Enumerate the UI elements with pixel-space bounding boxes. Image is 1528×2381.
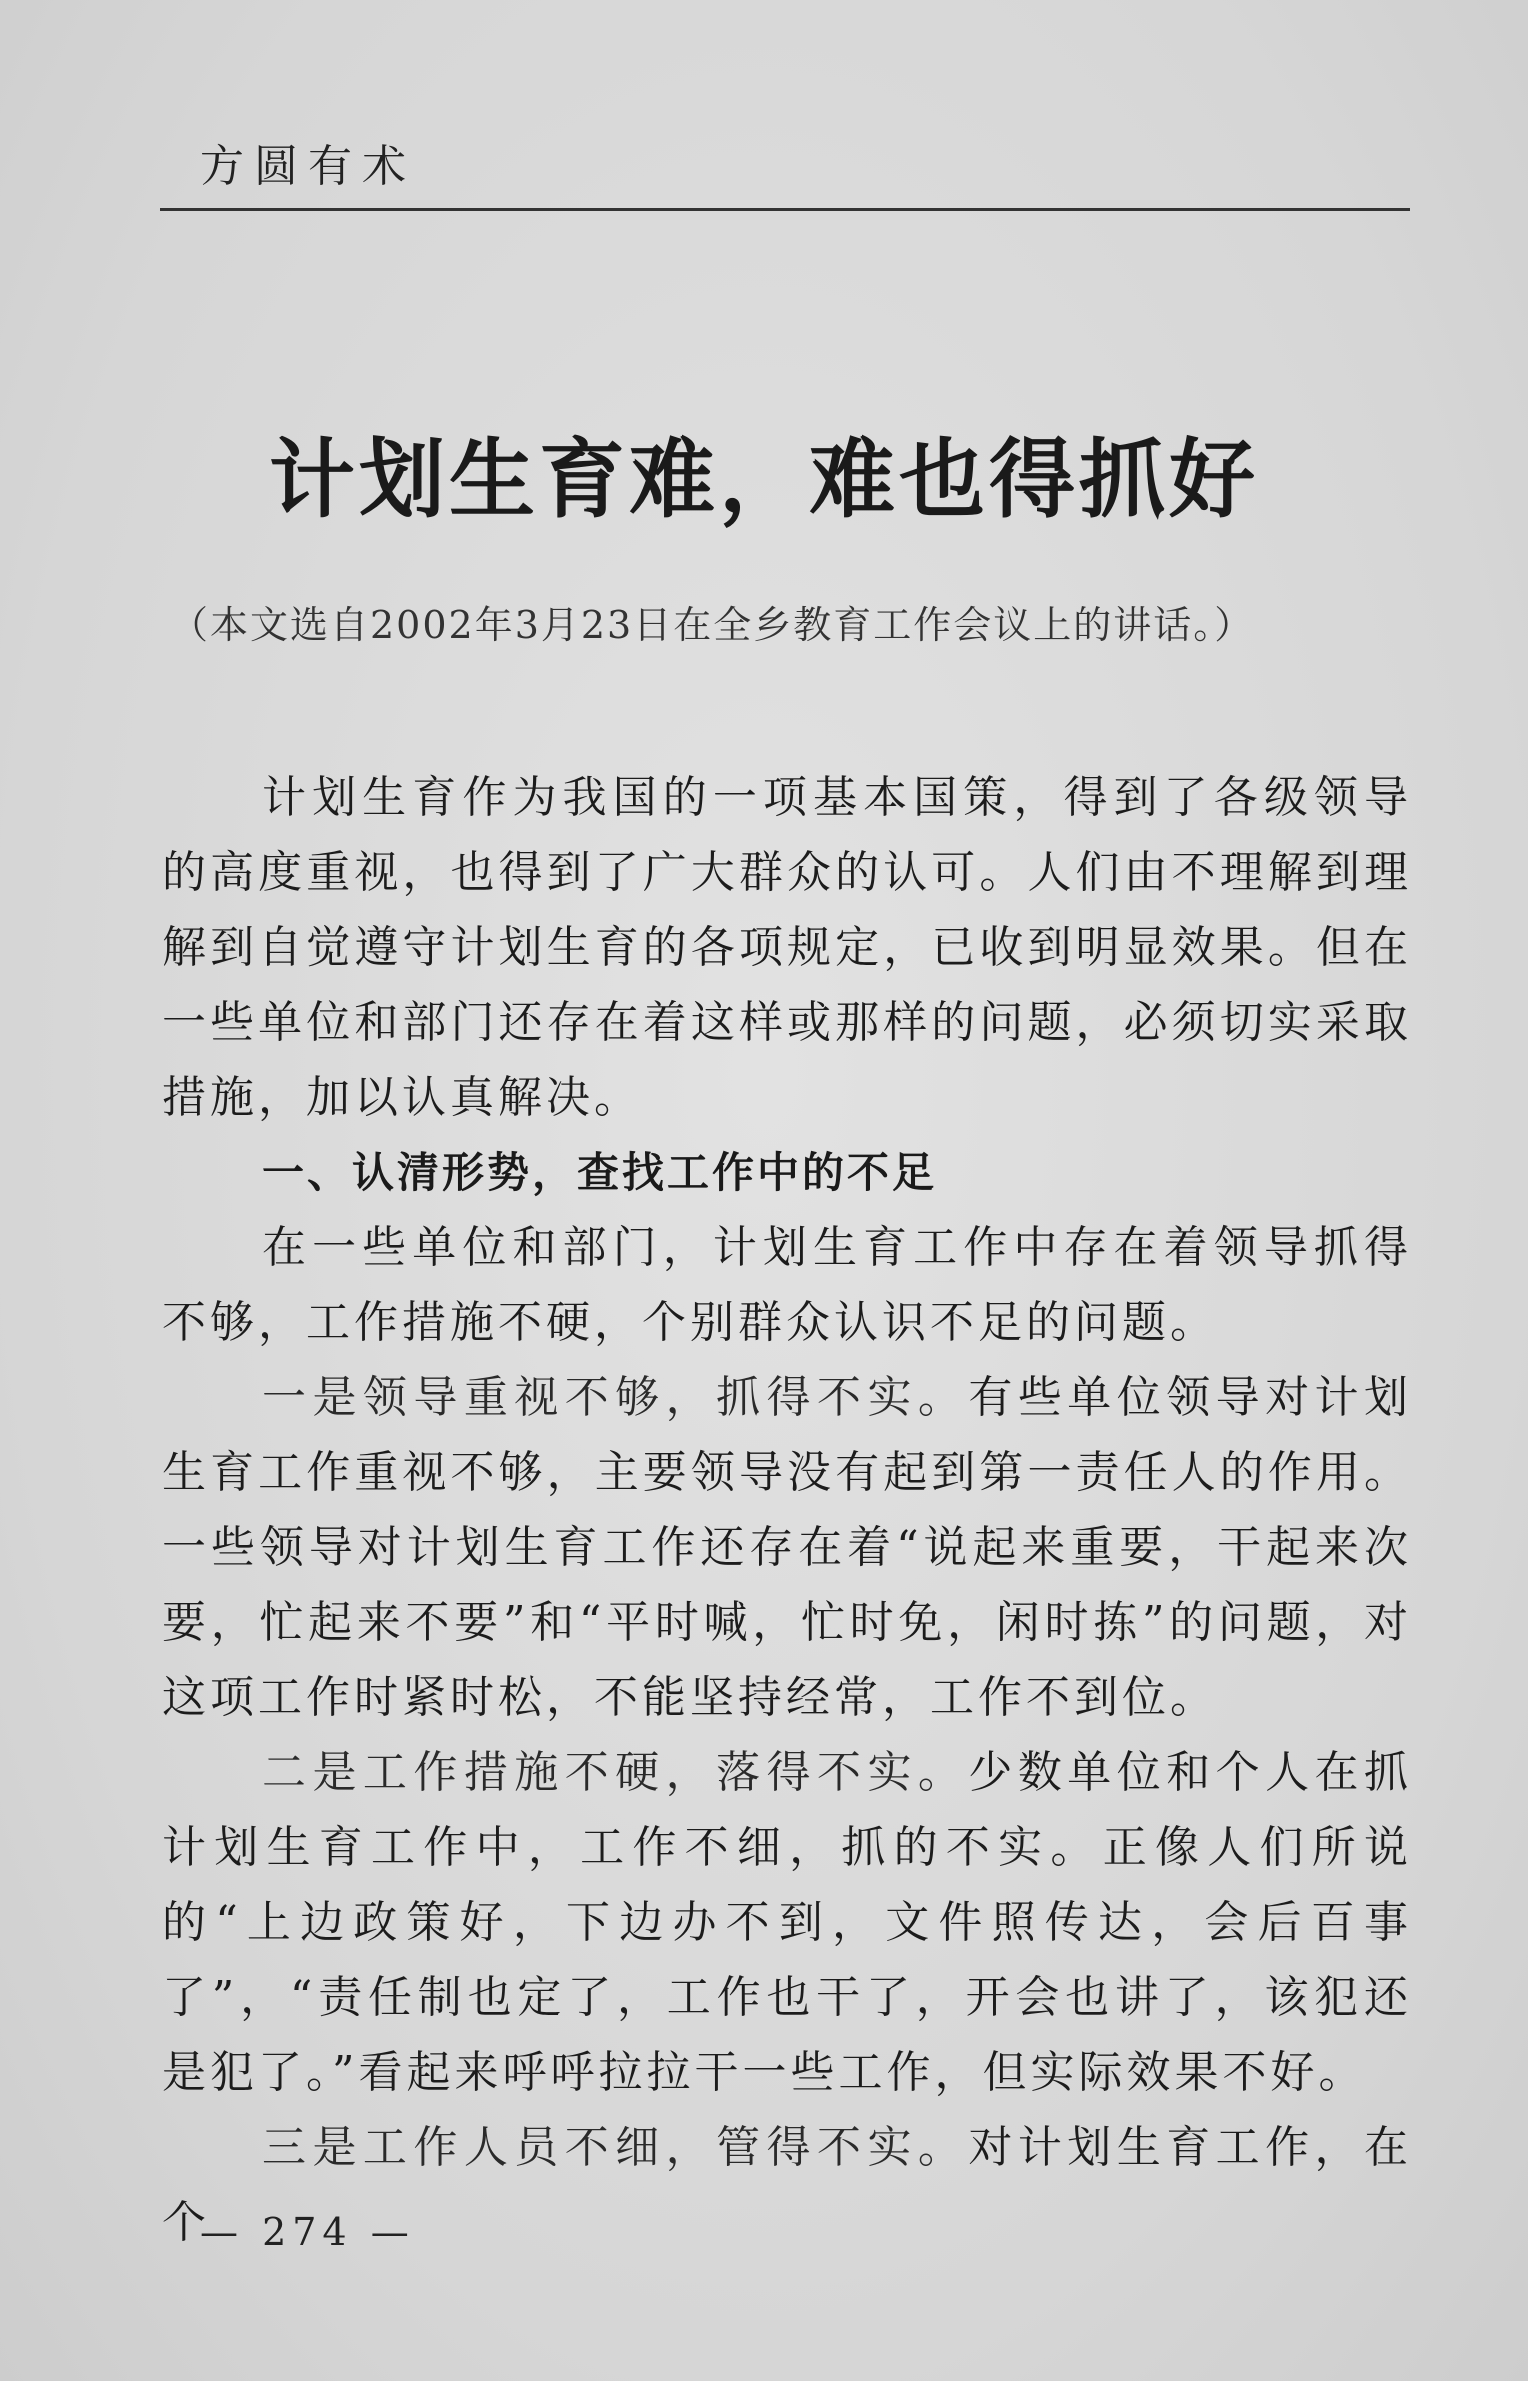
section-intro-paragraph: 在一些单位和部门，计划生育工作中存在着领导抓得不够，工作措施不硬，个别群众认识不足的问题。 <box>162 1222 1412 1348</box>
point-three-lead: 三是工作人员不细，管得不实。 <box>262 2122 969 2173</box>
article-body <box>162 760 1412 2260</box>
section-heading: 一、认清形势，查找工作中的不足 <box>262 1148 938 1197</box>
intro-paragraph: 计划生育作为我国的一项基本国策，得到了各级领导的高度重视，也得到了广大群众的认可。人们由不理解到理解到自觉遵守计划生育的各项规定，已收到明显效果。但在一些单位和部门还存在着这样或那样的问题，必须切实采取措施，加以认真解决。 <box>162 772 1412 1123</box>
point-three-body: 对计划生育工作，在个 <box>162 2122 1413 2248</box>
point-two-body: 少数单位和个人在抓计划生育工作中，工作不细，抓的不实。正像人们所说的“上边政策好，下边办不到，文件照传达，会后百事了”，“责任制也定了，工作也干了，开会也讲了，该犯还是犯了。”看起来呼呼拉拉干一些工作，但实际效果不好。 <box>162 1747 1413 2098</box>
point-two-paragraph <box>162 1735 1412 2110</box>
header-rule <box>160 208 1410 211</box>
page-number: — 274 — <box>200 2210 415 2254</box>
point-two-lead: 二是工作措施不硬，落得不实。 <box>262 1747 969 1798</box>
source-note: （本文选自2002年3月23日在全乡教育工作会议上的讲话。） <box>170 603 1255 647</box>
article-title: 计划生育难，难也得抓好 <box>269 429 1259 530</box>
point-one-paragraph <box>162 1360 1412 1735</box>
running-head: 方圆有术 <box>200 141 416 192</box>
point-one-lead: 一是领导重视不够，抓得不实。 <box>262 1372 969 1423</box>
point-one-body: 有些单位领导对计划生育工作重视不够，主要领导没有起到第一责任人的作用。一些领导对计划生育工作还存在着“说起来重要，干起来次要，忙起来不要”和“平时喊，忙时免，闲时拣”的问题，对这项工作时紧时松，不能坚持经常，工作不到位。 <box>162 1372 1413 1723</box>
